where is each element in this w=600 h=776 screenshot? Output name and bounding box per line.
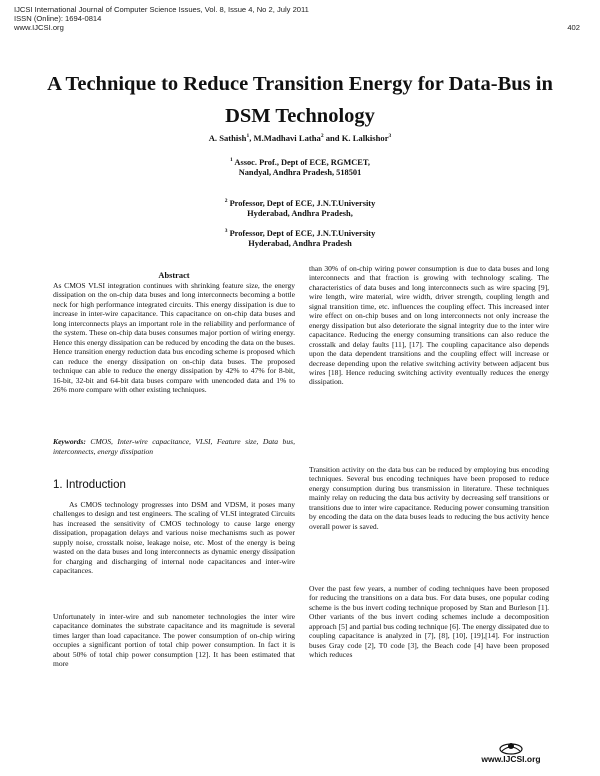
author-separator: , xyxy=(249,133,254,143)
section-heading: 1. Introduction xyxy=(53,479,126,491)
affiliation-line xyxy=(100,226,500,239)
logo-text: www.IJCSI.org xyxy=(481,754,541,764)
author-name: A. Sathish xyxy=(208,133,247,143)
author-superscript: 1 xyxy=(246,133,250,140)
affiliation-line xyxy=(100,155,500,168)
author-name: K. Lalkishor xyxy=(341,133,389,143)
keywords-label: Keywords: xyxy=(53,437,86,446)
abstract-heading: Abstract xyxy=(158,271,190,280)
journal-citation: IJCSI International Journal of Computer Science Issues, Vol. 8, Issue 4, No 2, July 2011 xyxy=(14,5,309,14)
keywords-text: CMOS, Inter-wire capacitance, VLSI, Feature size, Data bus, interconnects, energy dissipation xyxy=(53,437,295,456)
author-superscript: 2 xyxy=(320,133,324,140)
keywords xyxy=(53,437,295,456)
affiliation-text: Hyderabad, Andhra Pradesh, xyxy=(247,209,353,219)
affiliation-text: Nandyal, Andhra Pradesh, 518501 xyxy=(238,168,362,178)
affiliation-2 xyxy=(100,196,500,220)
journal-issn: ISSN (Online): 1694-0814 xyxy=(14,14,102,23)
affiliation-superscript: 2 xyxy=(224,198,228,204)
affiliation-text: Professor, Dept of ECE, J.N.T.University xyxy=(227,228,376,238)
affiliation-1 xyxy=(100,155,500,179)
affiliation-superscript: 3 xyxy=(224,228,228,234)
paper-title-line-1: A Technique to Reduce Transition Energy for Data-Bus in xyxy=(47,73,553,95)
affiliation-text: Assoc. Prof., Dept of ECE, RGMCET, xyxy=(232,157,370,167)
author-separator: and xyxy=(323,133,342,143)
affiliation-text: Hyderabad, Andhra Pradesh xyxy=(248,239,352,249)
journal-header xyxy=(14,5,309,32)
intro-paragraph-2: Unfortunately in inter-wire and sub nanometer technologies the inter wire capacitance dominates the substrate capacitance and its magnitude is several times larger than load capacitance. The power consumption of on-chip wiring occupies a significant portion of total chip power consumption. In fact it is about 50% of total chip power consumption [12]. It has been estimated that more xyxy=(53,612,295,669)
paper-title xyxy=(40,68,560,132)
author-name: M.Madhavi Latha xyxy=(253,133,321,143)
paper-title-line-2: DSM Technology xyxy=(225,105,375,127)
affiliation-text: Professor, Dept of ECE, J.N.T.University xyxy=(227,198,376,208)
affiliation-superscript: 1 xyxy=(230,157,233,163)
abstract-body: As CMOS VLSI integration continues with shrinking feature size, the energy dissipation on the on-chip data buses and long interconnects becoming a bottle neck for high performance integrated circuits. This energy dissipation is due to increase in inter-wire capacitance. This capacitance on on-chip data buses and long interconnects plays an important role in the reliability and performance of the system. These on-chip data buses consumes major portion of wiring energy. Hence this energy dissipation can be reduced by encoding the data on the buses. Hence transition energy reduction data bus encoding scheme is proposed which can reduce the energy dissipation on on-chip data buses. The proposed technique can able to reduce the energy dissipation by 42% to 47% for 8-bit, 16-bit, 32-bit and 64-bit data buses compare with unencoded data and 1% to 26% more compare with other existing techniques. xyxy=(53,281,295,394)
ijcsi-logo-icon xyxy=(498,741,524,755)
right-paragraph-1: than 30% of on-chip wiring power consumption is due to data buses and long interconnects and that fraction is growing with technology scaling. The characteristics of data buses and long interconnects such as wire spacing [9], wire length, wire material, wire width, driver strength, coupling length and signal transition time, etc. influences the coupling effect. This increased inter wire effect on on-chip buses and on long interconnects not only increase the energy dissipation but also deteriorate the signal integrity due to the inter wire capacitance. Reducing the energy consuming transitions can also reduce the crosstalk and delay faults [11], [17]. The coupling capacitance also depends upon the data dependent transitions and the coupling effect will increase or decrease depending upon the relative switching activity between adjacent bus wires [18]. Hence reducing switching activity eventually reduces the energy dissipation. xyxy=(309,264,549,387)
ijcsi-logo xyxy=(476,741,546,764)
author-list xyxy=(50,133,550,143)
right-paragraph-3: Over the past few years, a number of coding techniques have been proposed for reducing the transitions on a data bus. For data buses, one popular coding scheme is the bus invert coding technique proposed by Stan and Burleson [1]. Other variants of the bus invert coding schemes include a decomposition approach [5] and partial bus coding technique [6]. The energy dissipated due to coupling capacitance is analyzed in [7], [8], [10], [19],[14]. For instruction buses Gray code [2], T0 code [3], the Beach code [4] have been proposed which reduces xyxy=(309,584,549,660)
page-number: 402 xyxy=(567,23,580,32)
journal-website: www.IJCSI.org xyxy=(14,23,64,32)
author-superscript: 3 xyxy=(388,133,392,140)
right-paragraph-2: Transition activity on the data bus can be reduced by employing bus encoding techniques. Several bus encoding techniques have been proposed to reduce energy consumption during bus transmission in literature. These techniques mainly relay on reducing the data bus activity by decreasing self transitions or transitions due to inter wire capacitance. Reducing power consuming transition by encoding the data on the data buses leads to reducing the bus activity hence overall power is saved. xyxy=(309,465,549,531)
affiliation-line xyxy=(100,196,500,209)
intro-paragraph-1: As CMOS technology progresses into DSM and VDSM, it poses many challenges to design and test engineers. The scaling of VLSI integrated Circuits has increased the sensitivity of CMOS technology to cause large energy dissipation, propagation delays and various noise mechanisms such as power supply noise, crosstalk noise, leakage noise, etc. Most of the energy is being wasted on the data buses and long interconnects as dynamic energy dissipation for charging and discharging of internal node capacitances and inter-wire capacitances. xyxy=(53,500,295,576)
affiliation-3 xyxy=(100,226,500,250)
